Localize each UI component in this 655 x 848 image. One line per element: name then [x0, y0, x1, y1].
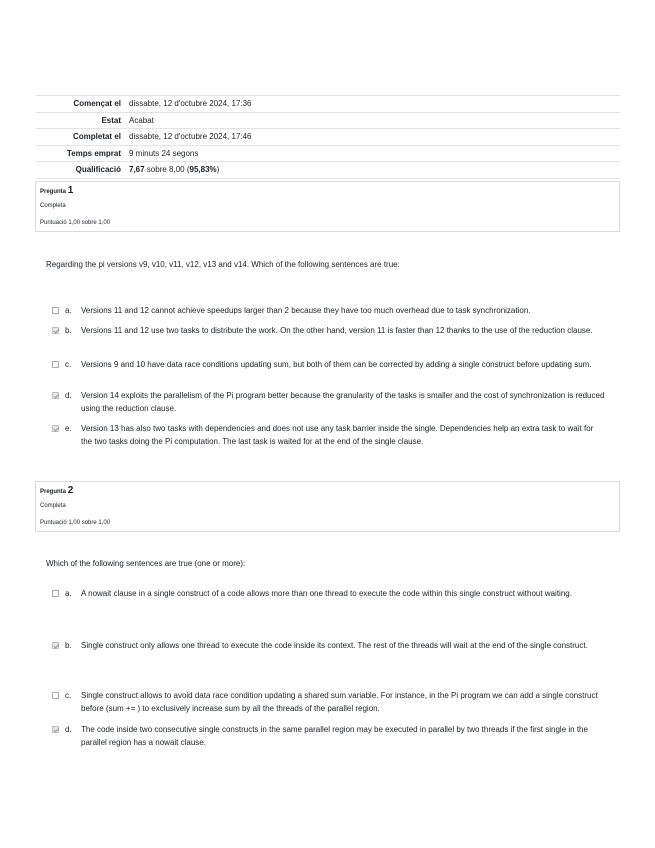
summary-row-state [36, 112, 620, 129]
summary-label: Estat [36, 112, 127, 129]
summary-label: Començat el [36, 96, 127, 113]
grade-close: ) [216, 165, 220, 174]
answer-letter: c. [65, 691, 72, 700]
question-label: Pregunta [40, 189, 67, 195]
question-1-info [35, 181, 620, 232]
answer-letter: b. [65, 326, 72, 335]
summary-value: dissabte, 12 d'octubre 2024, 17:36 [127, 96, 620, 113]
checkbox[interactable] [52, 361, 59, 368]
answer-text: Versions 11 and 12 use two tasks to distribute the work. On the other hand, version 11 is faster than 12 thanks to the use of the reduction clause. [81, 325, 593, 335]
question-number [40, 485, 73, 496]
question-label: Pregunta [40, 489, 67, 495]
question-num: 2 [67, 485, 74, 496]
question-2-text: Which of the following sentences are true (one or more): [46, 559, 246, 568]
answer-text: Version 13 has also two tasks with dependencies and does not use any task barrier inside the single. Dependencies help an extra task to wait for the two tasks doing the Pi computation. The last task is waited for at the end of the single clause. [81, 423, 594, 446]
summary-label: Temps emprat [36, 145, 127, 162]
answer-text: Version 14 exploits the parallelism of the Pi program better because the granularity of the tasks is smaller and the cost of synchronization is reduced using the reduction clause. [81, 390, 605, 413]
checkbox-checked[interactable] [52, 392, 59, 399]
answer-letter: d. [65, 725, 72, 734]
question-2-info [35, 481, 620, 532]
answer-text: Versions 9 and 10 have data race conditions updating sum, but both of them can be corrected by adding a single construct before updating sum. [81, 359, 592, 369]
summary-row-completed [36, 129, 620, 146]
answer-text: The code inside two consecutive single constructs in the same parallel region may be executed in parallel by two threads if the first single in the parallel region has a nowait clause. [81, 724, 588, 747]
summary-value: Acabat [127, 112, 620, 129]
summary-value: 9 minuts 24 segons [127, 145, 620, 162]
checkbox[interactable] [52, 692, 59, 699]
question-grade: Puntuació 1,00 sobre 1,00 [40, 520, 111, 526]
checkbox-checked[interactable] [52, 726, 59, 733]
answer-text: Single construct allows to avoid data race condition updating a shared sum variable. For instance, in the Pi program we can add a single construct before (sum += ) to exclusively increase sum by all the threads of the parallel region. [81, 690, 598, 713]
grade-out-of: sobre 8,00 ( [144, 165, 190, 174]
answer-letter: e. [65, 424, 72, 433]
summary-label: Completat el [36, 129, 127, 146]
question-number [40, 185, 73, 196]
answer-letter: d. [65, 391, 72, 400]
answer-letter: c. [65, 360, 72, 369]
answer-text: A nowait clause in a single construct of a code allows more than one thread to execute the code within this single construct without waiting. [81, 588, 572, 598]
question-state: Completa [40, 203, 66, 209]
quiz-summary-table [36, 95, 620, 179]
checkbox[interactable] [52, 307, 59, 314]
answer-text: Single construct only allows one thread to execute the code inside its context. The rest of the threads will wait at the end of the single construct. [81, 640, 588, 650]
summary-value: dissabte, 12 d'octubre 2024, 17:46 [127, 129, 620, 146]
question-state: Completa [40, 503, 66, 509]
summary-row-time-taken [36, 145, 620, 162]
question-1-text: Regarding the pi versions v9, v10, v11, v12, v13 and v14. Which of the following sentences are true: [46, 260, 400, 269]
answer-letter: b. [65, 641, 72, 650]
checkbox[interactable] [52, 590, 59, 597]
answer-letter: a. [65, 589, 72, 598]
summary-row-started [36, 96, 620, 113]
grade-score: 7,67 [129, 165, 145, 174]
question-grade: Puntuació 1,00 sobre 1,00 [40, 220, 111, 226]
checkbox-checked[interactable] [52, 327, 59, 334]
checkbox-checked[interactable] [52, 425, 59, 432]
answer-text: Versions 11 and 12 cannot achieve speedups larger than 2 because they have too much overhead due to task synchronization. [81, 305, 531, 315]
summary-value [127, 162, 620, 179]
checkbox-checked[interactable] [52, 642, 59, 649]
summary-row-grade [36, 162, 620, 179]
summary-label: Qualificació [36, 162, 127, 179]
grade-percent: 95,83% [189, 165, 217, 174]
question-num: 1 [67, 185, 74, 196]
answer-letter: a. [65, 306, 72, 315]
